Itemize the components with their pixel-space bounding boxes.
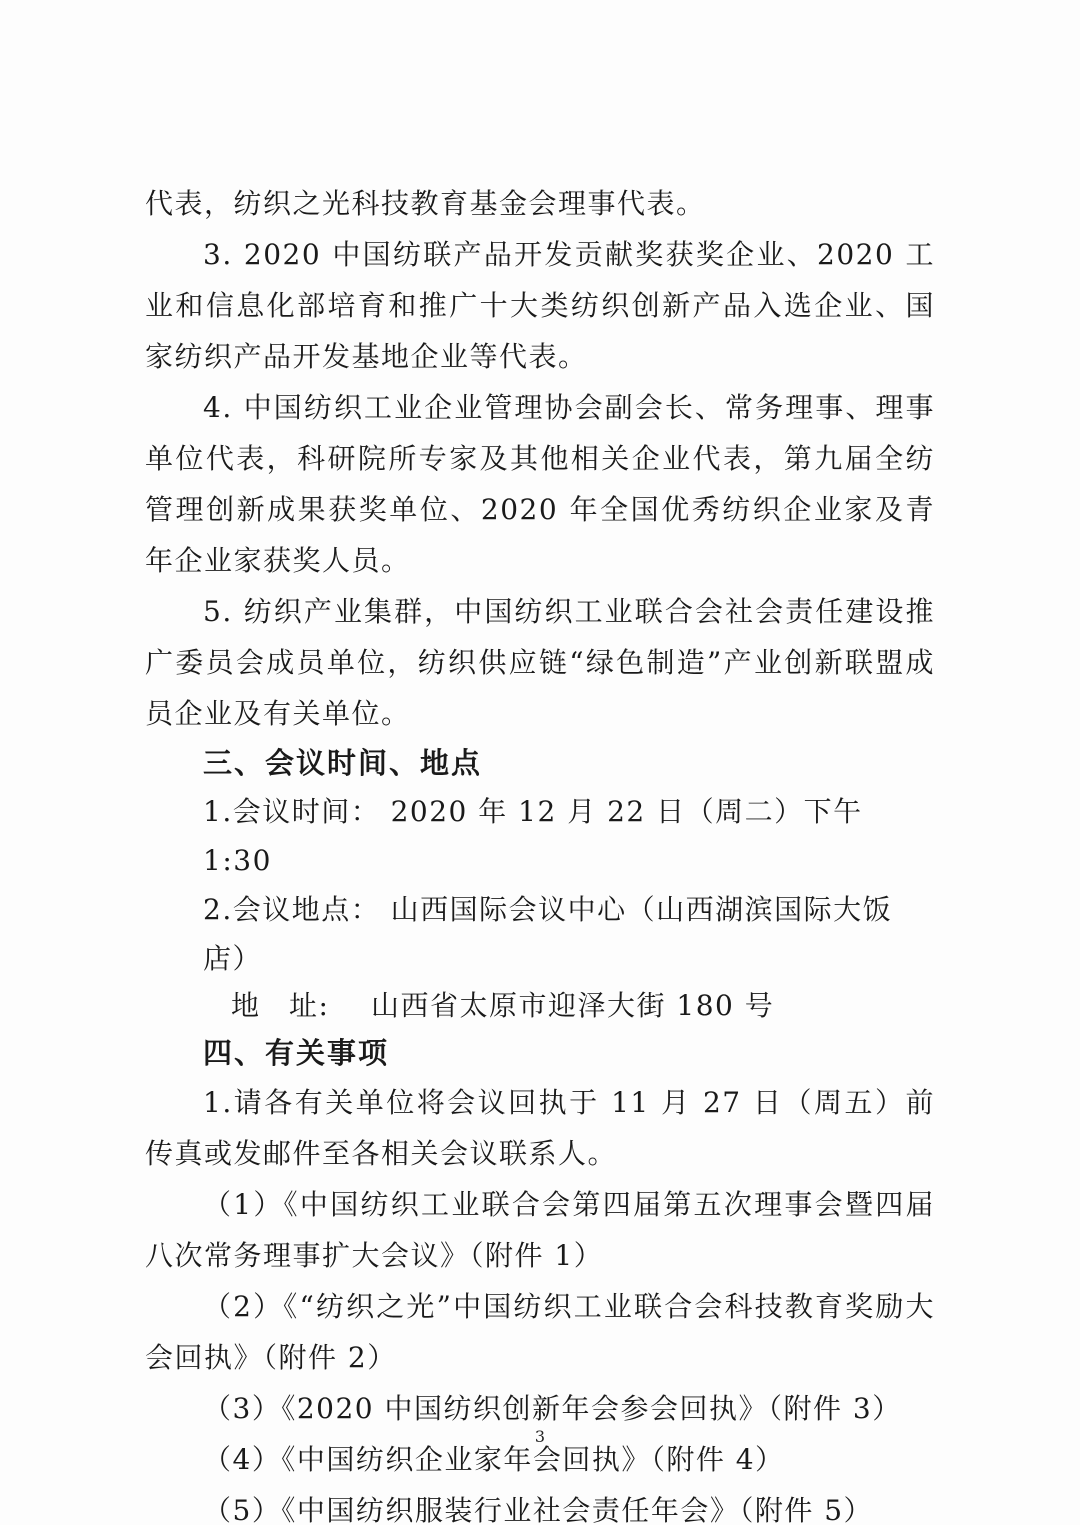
document-body	[145, 178, 935, 1536]
attachment-item-1: （1）《中国纺织工业联合会第四届第五次理事会暨四届八次常务理事扩大会议》（附件 1）	[145, 1188, 935, 1272]
page-number: 3	[534, 1427, 546, 1446]
paragraph-item-5: 5. 纺织产业集群，中国纺织工业联合会社会责任建设推广委员会成员单位，纺织供应链“绿色制造”产业创新联盟成员企业及有关单位。	[145, 595, 935, 730]
meeting-venue: 2.会议地点： 山西国际会议中心（山西湖滨国际大饭店）	[203, 893, 893, 975]
paragraph-item-4: 4. 中国纺织工业企业管理协会副会长、常务理事、理事单位代表，科研院所专家及其他相关企业代表，第九届全纺管理创新成果获奖单位、2020 年全国优秀纺织企业家及青年企业家获奖人员。	[145, 391, 935, 577]
meeting-time: 1.会议时间： 2020 年 12 月 22 日（周二）下午 1:30	[203, 795, 863, 877]
matters-item-1: 1.请各有关单位将会议回执于 11 月 27 日（周五）前传真或发邮件至各相关会议联系人。	[145, 1086, 935, 1170]
address-value: 山西省太原市迎泽大街 180 号	[371, 989, 775, 1022]
meeting-address	[145, 983, 935, 1029]
address-label-1: 地	[231, 989, 261, 1022]
attachment-item-2: （2）《“纺织之光”中国纺织工业联合会科技教育奖励大会回执》（附件 2）	[145, 1290, 935, 1374]
attachment-item-3: （3）《2020 中国纺织创新年会参会回执》（附件 3）	[203, 1392, 902, 1425]
attachment-item-4: （4）《中国纺织企业家年会回执》（附件 4）	[203, 1443, 785, 1476]
attachment-item-5: （5）《中国纺织服装行业社会责任年会》（附件 5）	[203, 1494, 874, 1527]
section-heading-time-venue: 三、会议时间、地点	[203, 746, 483, 780]
paragraph-item-3: 3. 2020 中国纺联产品开发贡献奖获奖企业、2020 工业和信息化部培育和推广十大类纺织创新产品入选企业、国家纺织产品开发基地企业等代表。	[145, 238, 935, 373]
paragraph-continuation: 代表，纺织之光科技教育基金会理事代表。	[145, 187, 706, 220]
section-heading-matters: 四、有关事项	[203, 1036, 390, 1070]
address-label-2: 址:	[289, 989, 330, 1022]
